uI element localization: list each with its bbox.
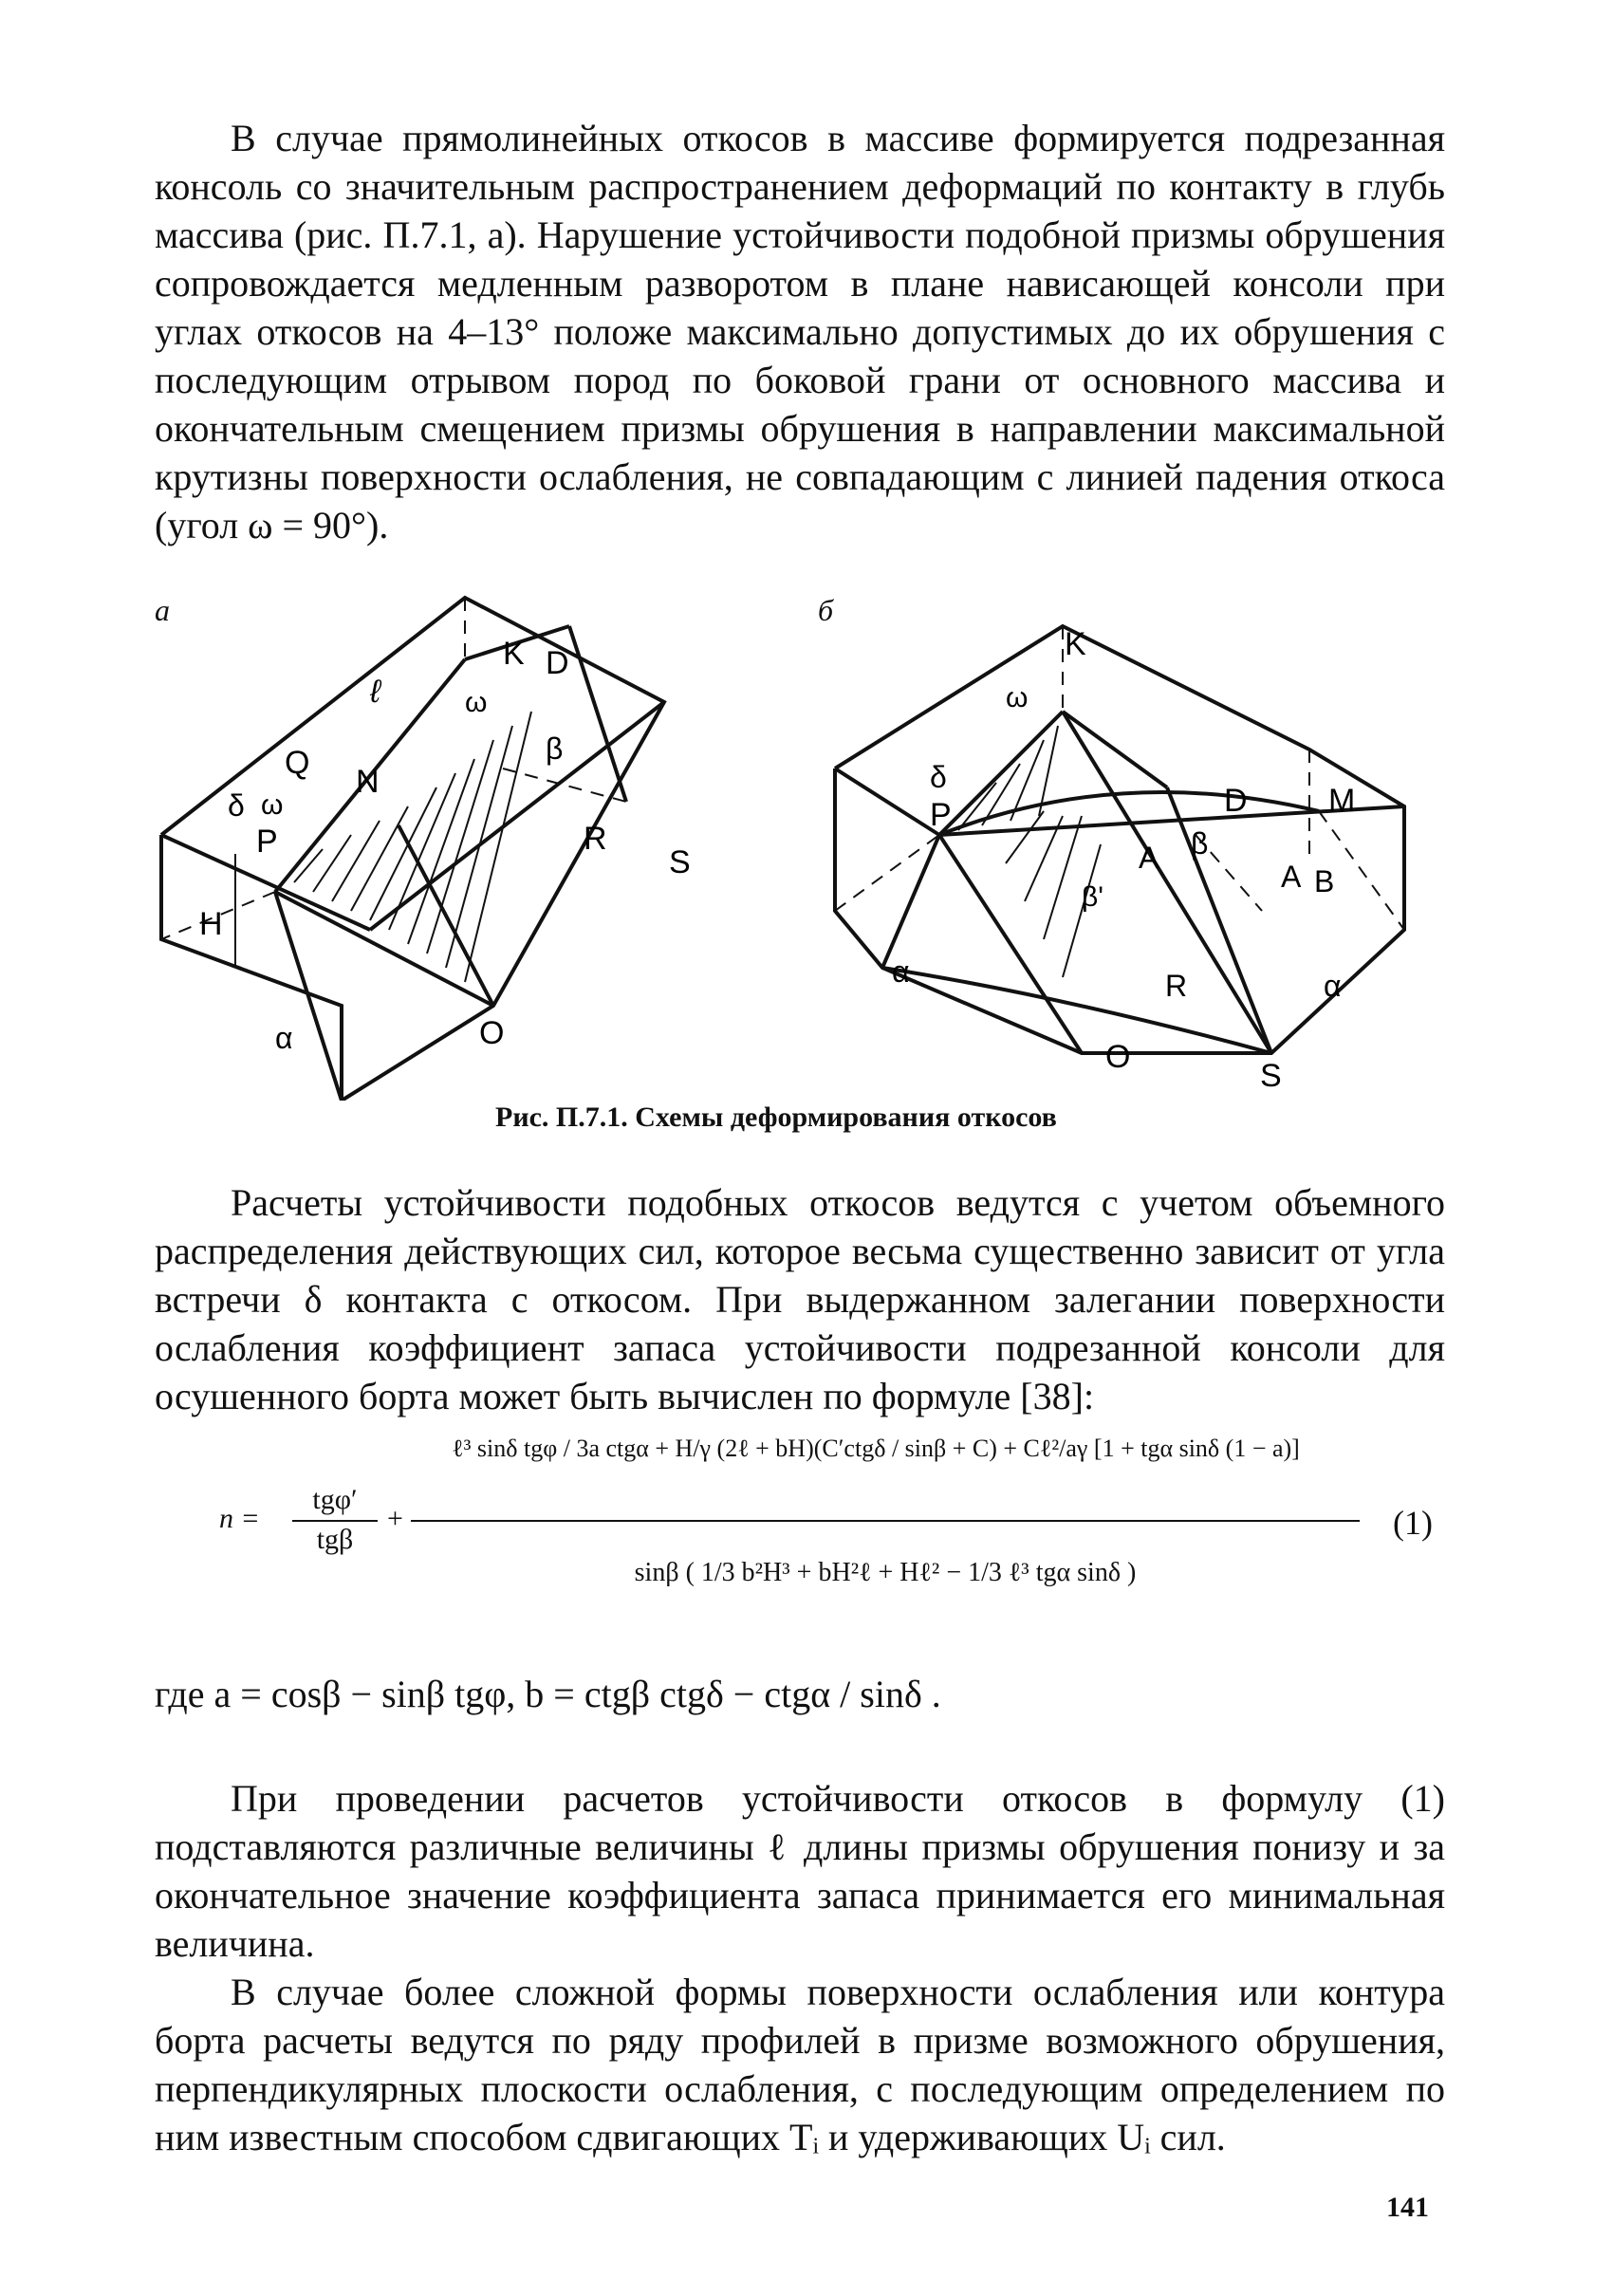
- formula-tg-den: tgβ: [316, 1524, 354, 1555]
- formula-plus: +: [387, 1503, 403, 1534]
- figure-b-label-K: K: [1065, 626, 1086, 662]
- figure-a-label-P: P: [256, 824, 278, 860]
- figure-b-label-delta: δ: [930, 760, 947, 794]
- figure-a-label-beta: β: [546, 731, 564, 766]
- figure-a-label-K: K: [503, 636, 525, 672]
- intro-paragraph: В случае прямолинейных откосов в массиве формируется подрезанная консоль со значительным распространением деформаций по контакту в глубь массива (рис. П.7.1, а). Нарушение устойчивости подобной призмы обрушения сопровождается медленным разворотом в плане нависающей консоли при углах откосов на 4–13° положе максимально допустимых до их обрушения с последующим отрывом пород по боковой грани от основного массива и окончательным смещением призмы обрушения в направлении максимальной крутизны поверхности ослабления, не совпадающим с линией падения откоса (угол ω = 90°).: [155, 117, 1445, 546]
- figure-a-label-H: H: [199, 906, 223, 942]
- figure-a-label-D: D: [546, 645, 569, 681]
- formula-n: n =: [219, 1503, 260, 1534]
- figure-b-diagram: [816, 598, 1423, 1091]
- figure-b-label-S: S: [1260, 1058, 1282, 1091]
- formula-tg-line: [292, 1520, 378, 1522]
- figure-b-label-beta: β: [1191, 826, 1209, 861]
- figure-b-label-P: P: [930, 797, 952, 833]
- formula-main-line: [411, 1520, 1360, 1522]
- figure-b-label-D: D: [1224, 783, 1248, 819]
- figure-b-label-A1: A: [1139, 841, 1159, 875]
- formula-number: (1): [1393, 1504, 1433, 1542]
- formula-where: где a = cosβ − sinβ tgφ, b = ctgβ ctgδ − ctgα / sinδ .: [155, 1673, 941, 1715]
- figure-b-label-M: M: [1328, 783, 1356, 819]
- figure-b-label-A2: A: [1281, 860, 1302, 894]
- formula-bottom: sinβ ( 1/3 b²H³ + bH²ℓ + Hℓ² − 1/3 ℓ³ tgα sinδ ): [634, 1558, 1137, 1587]
- figure-b-label-omega: ω: [1006, 682, 1029, 713]
- paragraph-2: Расчеты устойчивости подобных откосов ведутся с учетом объемного распределения действующих сил, которое весьма существенно зависит от угла встречи δ контакта с откосом. При выдержанном залегании поверхности ослабления коэффициент запаса устойчивости подрезанной консоли для осушенного борта может быть вычислен по формуле [38]:: [155, 1181, 1445, 1417]
- figure-a-label-Q: Q: [285, 745, 310, 781]
- figure-b-label-B: B: [1314, 864, 1335, 898]
- paragraph-4: В случае более сложной формы поверхности ослабления или контура борта расчеты ведутся по ряду профилей в призме возможного обрушения, перпендикулярных плоскости ослабления, с последующим определением по ним известным способом сдвигающих Tᵢ и удерживающих Uᵢ сил.: [155, 1971, 1445, 2158]
- figure-a-label-omega2: ω: [465, 687, 488, 718]
- formula-1: [155, 1425, 1445, 1653]
- formula-tg-num: tgφ′: [312, 1484, 358, 1515]
- figure-caption: Рис. П.7.1. Схемы деформирования откосов: [495, 1102, 1057, 1133]
- figure-a-label-alpha: α: [275, 1021, 293, 1055]
- figure-b-label-beta-prime: β': [1082, 881, 1103, 913]
- formula-tg-fraction: [292, 1484, 378, 1556]
- figure-label-b: б: [818, 593, 834, 627]
- paragraph-3: При проведении расчетов устойчивости откосов в формулу (1) подставляются различные величины ℓ длины призмы обрушения понизу и за окончательное значение коэффициента запаса принимается его минимальная величина.: [155, 1777, 1445, 1965]
- figure-b-label-alpha1: α: [892, 954, 910, 989]
- formula-top: ℓ³ sinδ tgφ / 3a ctgα + H/γ (2ℓ + bH)(C′ctgδ / sinβ + C) + Cℓ²/aγ [1 + tgα sinδ (1 − a)]: [452, 1435, 1300, 1462]
- figure-a-diagram: [152, 569, 778, 1101]
- figure-a-label-N: N: [356, 764, 380, 800]
- figure-b-label-alpha2: α: [1324, 969, 1342, 1003]
- page-number: 141: [1386, 2192, 1429, 2223]
- figure-a-label-R: R: [584, 821, 607, 857]
- figure-a-label-O: O: [479, 1015, 505, 1051]
- figure-label-a: а: [155, 593, 170, 627]
- figure-a-label-S: S: [669, 844, 691, 880]
- figure-b-label-O: O: [1105, 1039, 1131, 1075]
- figure-a-label-delta: δ: [228, 788, 245, 823]
- figure-a-label-omega1: ω: [261, 789, 284, 821]
- figure-b-label-R: R: [1165, 969, 1188, 1003]
- figure-a-label-l: ℓ: [370, 674, 380, 710]
